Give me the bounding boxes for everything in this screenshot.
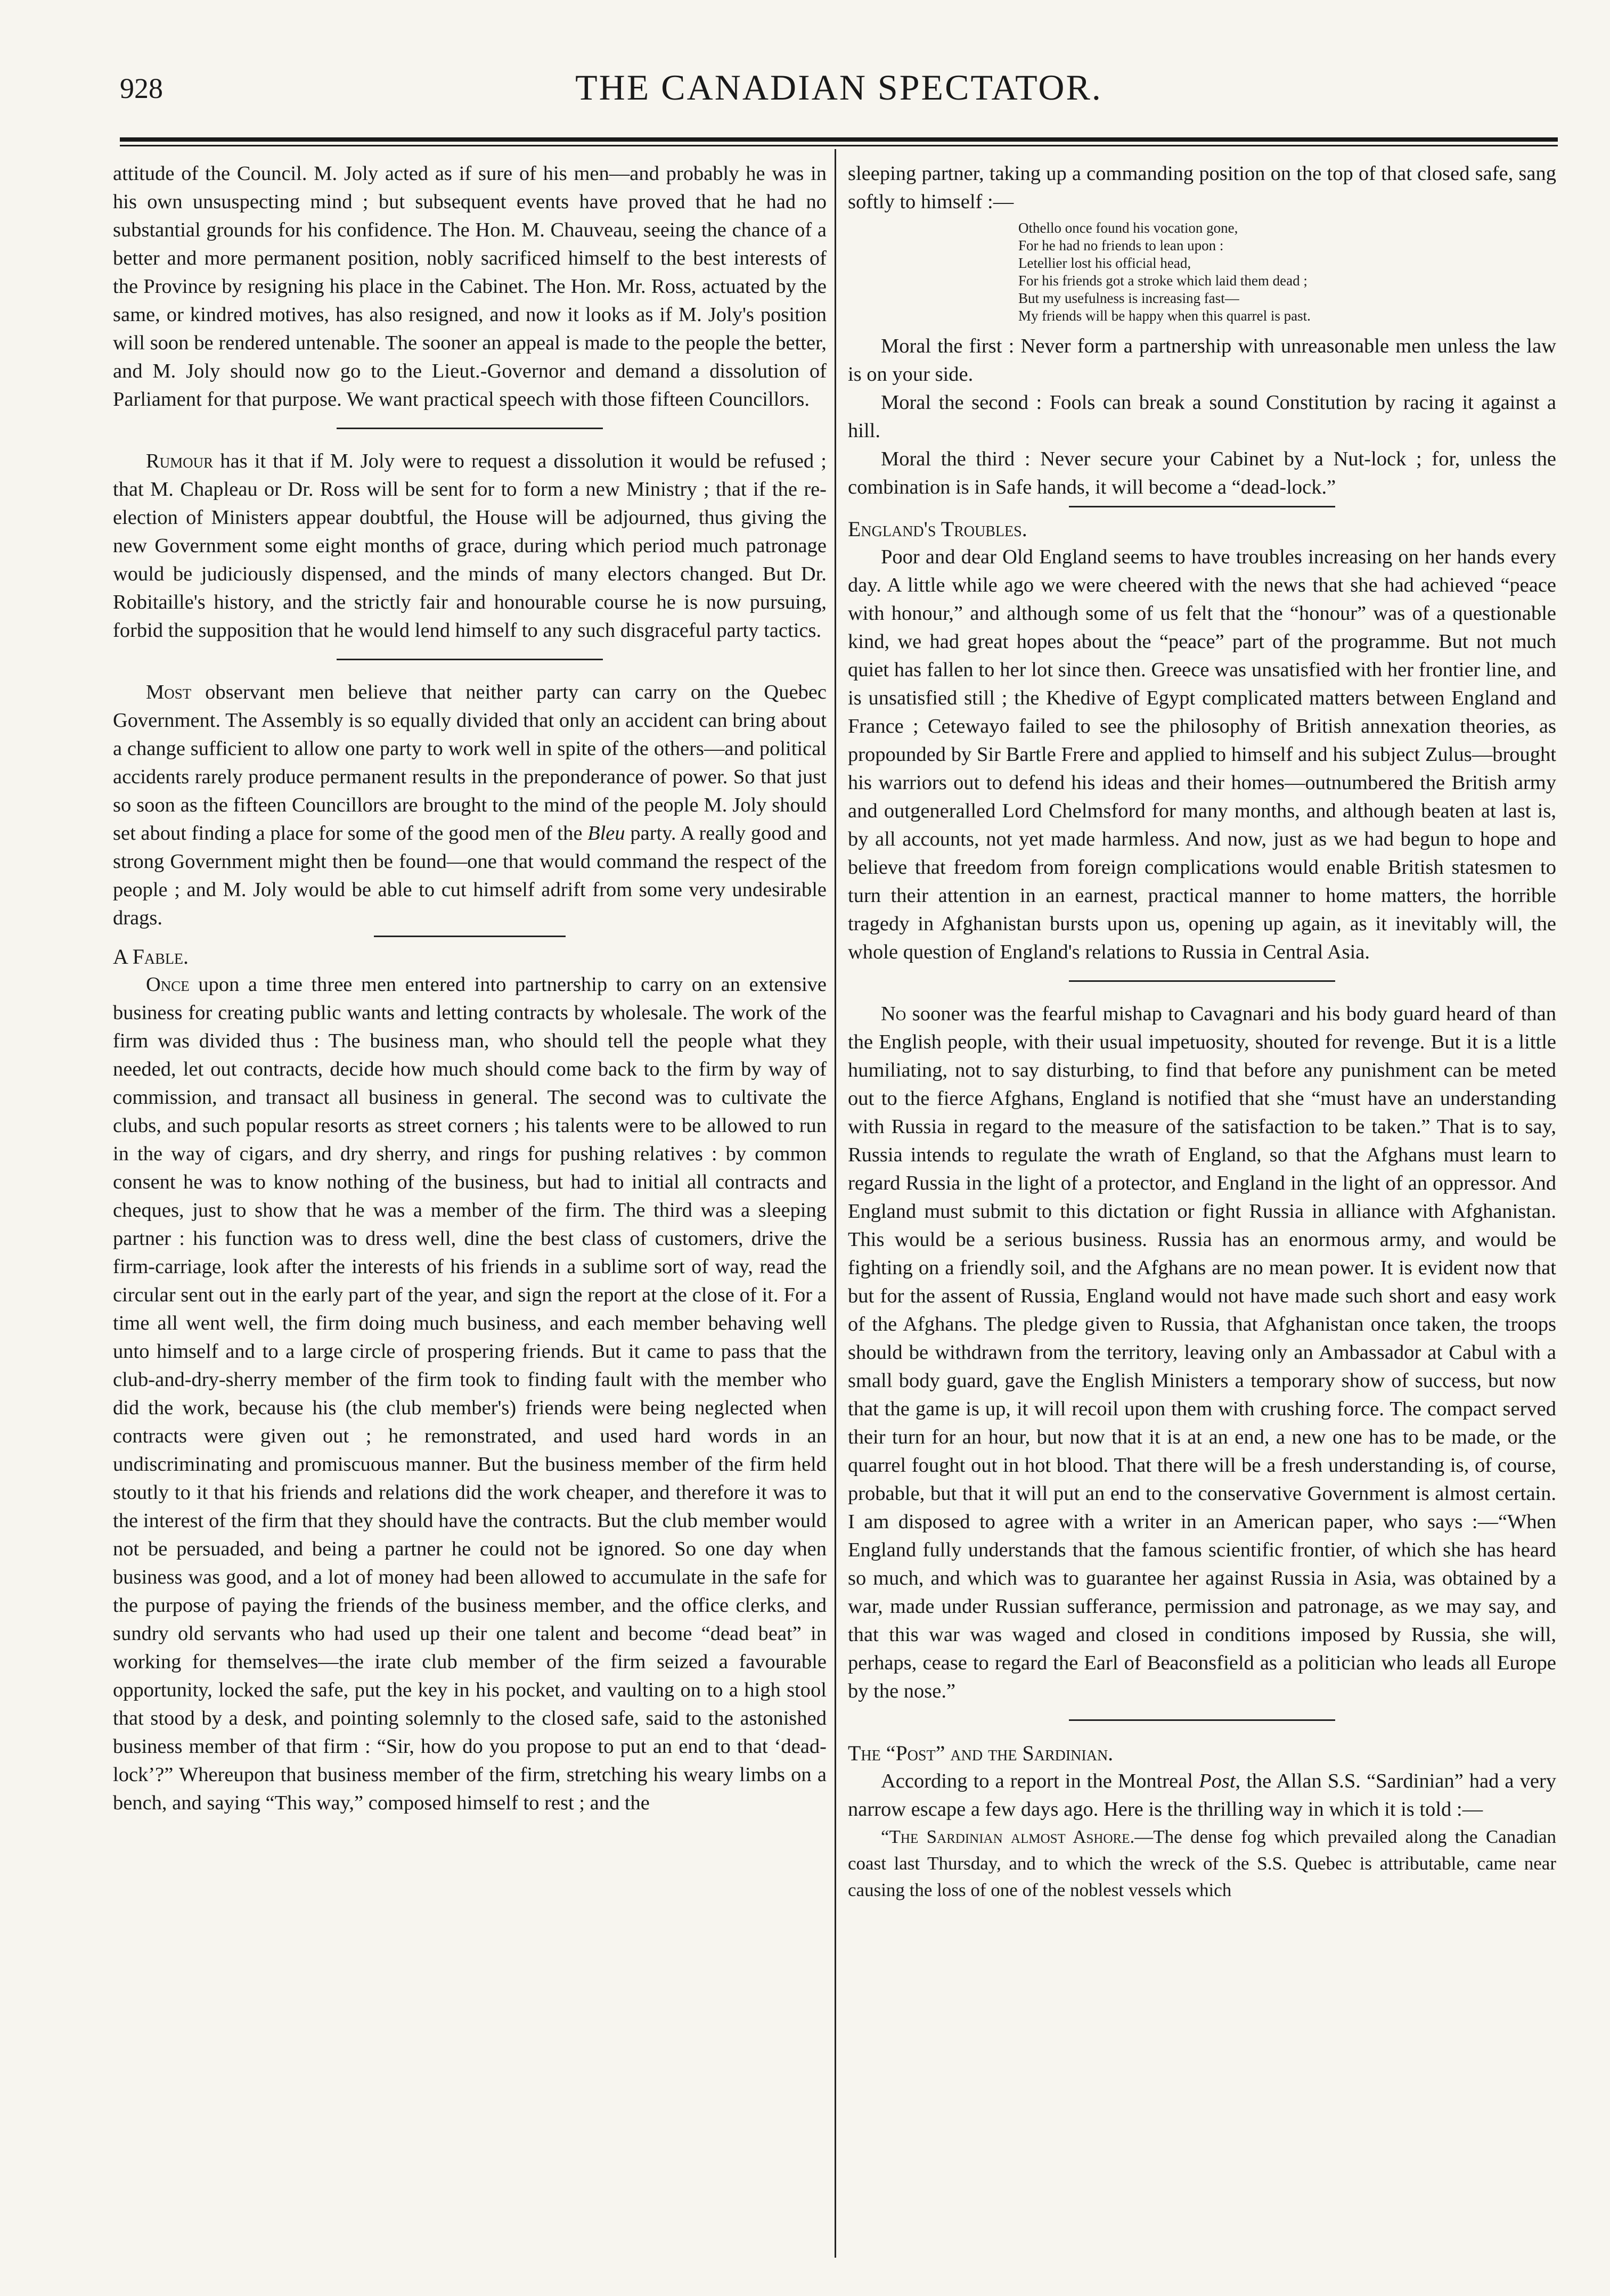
column-divider (835, 149, 836, 2258)
italic-word: Post (1199, 1770, 1236, 1792)
poem-line: My friends will be happy when this quarrel is past. (1018, 308, 1311, 324)
paragraph-england: Poor and dear Old England seems to have troubles increasing on her hands every day. A little while ago we were cheered with the news that she had achieved “peace with honour,” and although some of us felt that the “honour” was of a questionable kind, we had great hopes about the “peace” part of the programme. But not much quiet has fallen to her lot since then. Greece was unsatisfied with her frontier line, and is unsatisfied still ; the Khedive of Egypt complicated matters between England and France ; Cetewayo failed to see the philosophy of British annexation theories, as propounded by Sir Bartle Frere and applied to himself and his subject Zulus—brought his warriors out to defend his ideas and their homes—outnumbered the British army and outgeneralled Lord Chelmsford for many months, and although beaten at last is, by all accounts, not yet made harmless. And now, just as we had begun to hope and believe that freedom from foreign complications would enable British statesmen to turn their attention in an earnest, practical manner to home matters, the horrible tragedy in Afghanistan bursts upon us, opening up again, as it inevitably will, the whole question of England's relations to Russia in Central Asia. (848, 546, 1556, 963)
poem-block (1018, 219, 1556, 325)
header-rule-thick (120, 137, 1558, 142)
moral-third: Moral the third : Never secure your Cabinet by a Nut-lock ; for, unless the combination is in Safe hands, it will become a “dead-lock.” (848, 448, 1556, 498)
page-header (120, 67, 1558, 136)
quote-lead: “The Sardinian almost Ashore. (881, 1826, 1135, 1847)
paragraph-text: sooner was the fearful mishap to Cavagnari and his body guard heard of than the English people, with their usual impetuosity, shouted for revenge. But it is a little humiliating, not to say disturbing, to find that before any punishment can be meted out to the fierce Afghans, England is notified that she “must have an understanding with Russia in regard to the measure of the satisfaction to be taken.” That is to say, Russia intends to regulate the wrath of England, so that the Afghans must learn to regard Russia in the light of a protector, and England in the light of an oppressor. And England must submit to this dictation or fight Russia in alliance with Afghanistan. This would be a serious business. Russia has an enormous army, and would be fighting on a friendly soil, and the Afghans are no mean power. It is evident now that but for the assent of Russia, England would not have made such short and easy work of the Afghans. The pledge given to Russia, that Afghanistan once taken, the troops should be withdrawn from the territory, leaving only an Ambassador at Cabul with a small body guard, gave the English Ministers a temporary show of success, but now that the game is up, it will recoil upon them with crushing force. The compact served their turn for an hour, but now that it is at an end, a new one has to be made, or the quarrel fought out in hot blood. That there will be a fresh understanding is, of course, probable, but that it will put an end to the conservative Government is almost certain. I am disposed to agree with a writer in an American paper, who says :—“When England fully understands that the famous scientific frontier, of which she has heard so much, and which was to guarantee her against Russia in Asia, was obtained by a war, made under Russian sufferance, permission and patronage, as we may say, and that this war was waged and closed in conditions imposed by Russia, she will, perhaps, cease to regard the Earl of Beaconsfield as a politician who leads all Europe by the nose.” (848, 1003, 1556, 1702)
paragraph-council: attitude of the Council. M. Joly acted as if sure of his men—and probably he was in his own unsuspecting mind ; but subsequent events have proved that he had no substantial grounds for his confidence. The Hon. M. Chauveau, seeing the chance of a better and more permanent position, nobly sacrificed himself to the best interests of the Province by resigning his place in the Cabinet. The Hon. Mr. Ross, actuated by the same, or kindred motives, has also resigned, and now it looks as if M. Joly's position will soon be rendered untenable. The sooner an appeal is made to the people the better, and M. Joly should now go to the Lieut.-Governor and demand a dissolution of Parliament for that purpose. We want practical speech with those fifteen Councillors. (113, 162, 827, 411)
paragraph-text: party. A really good and strong Government might then be found—one that would command the respect of the people ; and M. Joly would be able to cut himself adrift from some very undesirable drags. (113, 822, 827, 929)
paragraph-sleeping-partner: sleeping partner, taking up a commanding position on the top of that closed safe, sang softly to himself :— (848, 162, 1556, 213)
header-rule-thin (120, 145, 1558, 146)
paragraph-text: According to a report in the Montreal (881, 1770, 1199, 1792)
left-column (113, 160, 827, 1817)
italic-word: Bleu (587, 822, 625, 844)
lead-word: Rumour (146, 450, 214, 472)
section-heading-fable: A Fable. (113, 945, 189, 969)
paragraph-text: upon a time three men entered into partnership to carry on an extensive business for creating public wants and letting contracts by wholesale. The work of the firm was divided thus : The business man, who should tell the people what they needed, let out contracts, decide how much should come back to the firm by way of commission, and transact all business in general. The second was to cultivate the clubs, and such popular resorts as street corners ; his talents were to be allowed to run in the way of cigars, and dry sherry, and rings for pushing relatives : by common consent he was to know nothing of the business, but had to initial all contracts and cheques, just to show that he was a member of the firm. The third was a sleeping partner : his function was to dress well, dine the best class of customers, drive the firm-carriage, look after the interests of his friends in a sublime sort of way, read the circular sent out in the early part of the year, and sign the report at the close of it. For a time all went well, the firm doing much business, and each member behaving well unto himself and to a large circle of prospering friends. But it came to pass that the club-and-dry-sherry member of the firm took to finding fault with the member who did the work, because his (the club member's) friends were being neglected when contracts were given out ; he remonstrated, and used hard words in an undiscriminating and promiscuous manner. But the business member of the firm held stoutly to it that his friends and relations did the work cheaper, and therefore it was to the interest of the firm that they should have the contracts. But the club member would not be persuaded, and being a partner he could not be ignored. So one day when business was good, and a lot of money had been allowed to accumulate in the safe for the purpose of paying the friends of the business member, and the office clerks, and sundry old servants who had used up their one talent and become “dead beat” in working for themselves—the irate club member of the firm seized a favourable opportunity, locked the safe, put the key in his pocket, and vaulting on to a high stool that stood by a desk, and pointing solemnly to the closed safe, said to the astonished business member of that firm : “Sir, how do you propose to put an end to that ‘dead-lock’?” Whereupon that business member of the firm, stretching his weary limbs on a bench, and saying “This way,” composed himself to rest ; and the (113, 973, 827, 1814)
paragraph-quebec-government (113, 678, 827, 932)
poem-line: Othello once found his vocation gone, (1018, 220, 1238, 236)
poem-line: But my usefulness is increasing fast— (1018, 290, 1239, 306)
paragraph-text: observant men believe that neither party can carry on the Quebec Government. The Assembly is so equally divided that only an accident can bring about a change sufficient to allow one party to work well in spite of the others—and political accidents rarely produce permanent results in the preponderance of power. So that just so soon as the fifteen Councillors are brought to the mind of the people M. Joly should set about finding a place for some of the good men of the (113, 681, 827, 844)
moral-first: Moral the first : Never form a partnership with unreasonable men unless the law is on your side. (848, 335, 1556, 386)
poem-line: For he had no friends to lean upon : (1018, 237, 1224, 253)
masthead-title: THE CANADIAN SPECTATOR. (575, 67, 1102, 108)
lead-word: Once (146, 973, 190, 996)
lead-word: No (881, 1003, 906, 1025)
section-separator (337, 659, 603, 660)
paragraph-post (848, 1767, 1556, 1824)
section-separator (1069, 506, 1335, 507)
paragraph-text: , the Allan S.S. “Sardinian” had a very narrow escape a few days ago. Here is the thrilling way in which it is told :— (848, 1770, 1556, 1821)
section-separator (1069, 1719, 1335, 1721)
section-separator (374, 936, 566, 937)
section-separator (337, 428, 603, 429)
paragraph-cavagnari (848, 1000, 1556, 1705)
lead-word: Most (146, 681, 192, 703)
section-heading-post: The “Post” and the Sardinian. (848, 1741, 1114, 1765)
paragraph-fable (113, 971, 827, 1817)
poem-line: Letellier lost his official head, (1018, 255, 1191, 271)
quoted-report (848, 1824, 1556, 1904)
paragraph-rumour (113, 447, 827, 645)
section-separator (1069, 980, 1335, 982)
poem-line: For his friends got a stroke which laid them dead ; (1018, 273, 1307, 289)
paragraph-text: has it that if M. Joly were to request a dissolution it would be refused ; that M. Chapleau or Dr. Ross will be sent for to form a new Ministry ; that if the re-election of Ministers appear doubtful, the House will be adjourned, thus giving the new Government some eight months of grace, during which period much patronage would be judiciously dispensed, and the minds of many electors changed. But Dr. Robitaille's history, and the strictly fair and honourable course he is now pursuing, forbid the supposition that he would lend himself to any such disgraceful party tactics. (113, 450, 827, 642)
quote-text: —The dense fog which prevailed along the Canadian coast last Thursday, and to which the wreck of the S.S. Quebec is attributable, came near causing the loss of one of the noblest vessels which (848, 1826, 1556, 1900)
right-column (848, 160, 1556, 1904)
page-number: 928 (120, 72, 163, 104)
section-heading-england: England's Troubles. (848, 517, 1027, 541)
moral-second: Moral the second : Fools can break a sound Constitution by racing it against a hill. (848, 391, 1556, 442)
